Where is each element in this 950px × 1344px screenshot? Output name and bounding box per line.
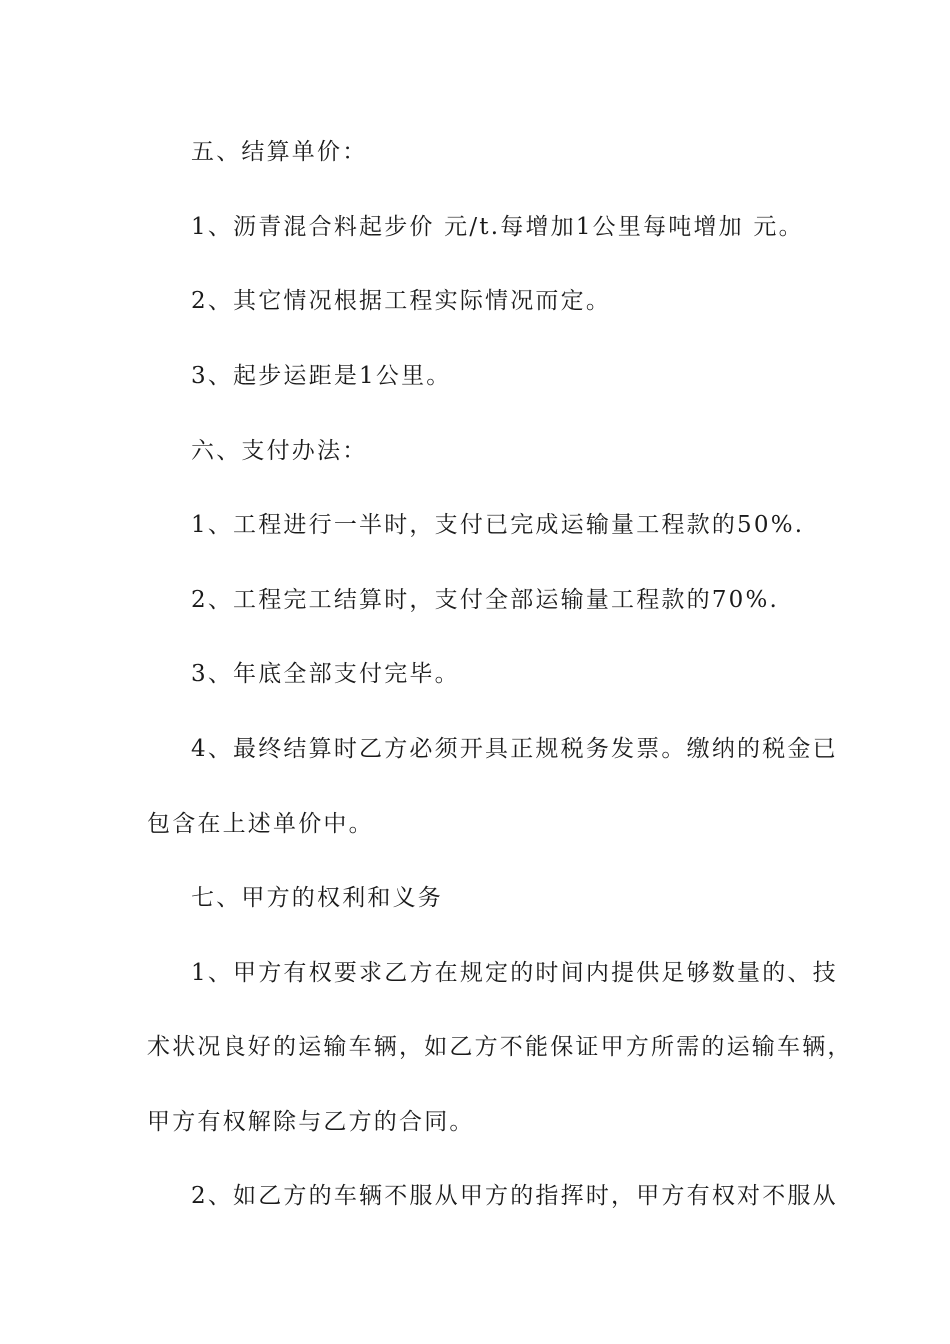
paragraph-line: 3、年底全部支付完毕。 [191, 661, 460, 687]
section-heading-party-a-rights: 七、甲方的权利和义务 [191, 885, 443, 911]
paragraph-line-continuation: 术状况良好的运输车辆，如乙方不能保证甲方所需的运输车辆， [147, 1034, 853, 1060]
paragraph-line: 2、工程完工结算时，支付全部运输量工程款的70%. [191, 587, 780, 613]
paragraph-line: 2、如乙方的车辆不服从甲方的指挥时，甲方有权对不服从 [191, 1183, 838, 1209]
paragraph-line-continuation: 甲方有权解除与乙方的合同。 [147, 1109, 475, 1135]
paragraph-line: 1、沥青混合料起步价 元/t.每增加1公里每吨增加 元。 [191, 214, 804, 240]
paragraph-line-continuation: 包含在上述单价中。 [147, 811, 374, 837]
paragraph-line: 3、起步运距是1公里。 [191, 363, 452, 389]
paragraph-line: 1、甲方有权要求乙方在规定的时间内提供足够数量的、技 [191, 960, 838, 986]
paragraph-line: 4、最终结算时乙方必须开具正规税务发票。缴纳的税金已 [191, 736, 838, 762]
paragraph-line: 2、其它情况根据工程实际情况而定。 [191, 288, 612, 314]
section-heading-payment-method: 六、支付办法： [191, 438, 368, 464]
section-heading-settlement-price: 五、结算单价： [191, 139, 368, 165]
paragraph-line: 1、工程进行一半时，支付已完成运输量工程款的50%. [191, 512, 805, 538]
